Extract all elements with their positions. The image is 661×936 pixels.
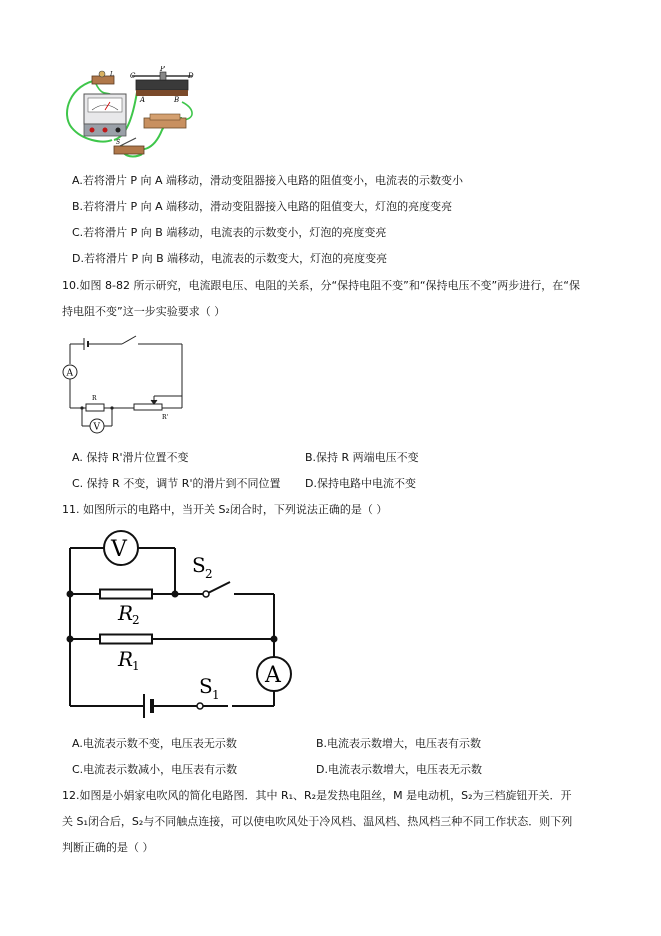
q10-stem-line2: 持电阻不变”这一步实验要求（ ） [62, 305, 226, 318]
label-C: C [130, 72, 136, 80]
label-D: D [188, 72, 194, 80]
q11-s2-label: S [192, 553, 206, 577]
q12-stem-line3: 判断正确的是（ ） [62, 841, 154, 854]
q10-voltmeter-label: V [93, 422, 100, 433]
q10-ammeter-label: A [66, 368, 73, 379]
q11-option-c: C.电流表示数减小，电压表有示数 [72, 763, 238, 776]
q11-r1-sub: 1 [132, 659, 140, 673]
q11-option-b: B.电流表示数增大，电压表有示数 [316, 737, 482, 750]
q11-s2-sub: 2 [205, 567, 213, 581]
q10-option-b: B.保持 R 两端电压不变 [305, 451, 419, 464]
q11-option-d: D.电流表示数增大，电压表无示数 [316, 763, 482, 776]
label-L: L [110, 71, 114, 78]
q11-r2-sub: 2 [132, 613, 140, 627]
q11-s1-label: S [199, 674, 213, 698]
q11-stem: 11. 如图所示的电路中，当开关 S₂闭合时，下列说法正确的是（ ） [62, 503, 388, 516]
q9-option-a: A.若将滑片 P 向 A 端移动，滑动变阻器接入电路的阻值变小，电流表的示数变小 [72, 174, 463, 187]
q9-option-b: B.若将滑片 P 向 A 端移动，滑动变阻器接入电路的阻值变大，灯泡的亮度变亮 [72, 200, 453, 213]
q9-apparatus-figure [62, 66, 212, 162]
label-S: S [116, 139, 121, 146]
q11-circuit-figure [66, 528, 298, 724]
q10-circuit-figure [58, 334, 190, 434]
q11-ammeter-label: A [265, 663, 281, 688]
q9-option-c: C.若将滑片 P 向 B 端移动，电流表的示数变小，灯泡的亮度变亮 [72, 226, 387, 239]
q10-stem-line1: 10.如图 8-82 所示研究，电流跟电压、电阻的关系，分“保持电阻不变”和“保持电压不变”两步进行，在“保 [62, 279, 580, 292]
q11-r1-label: R [118, 647, 134, 671]
label-B: B [174, 96, 180, 104]
q11-voltmeter-label: V [111, 537, 127, 562]
q10-option-d: D.保持电路中电流不变 [305, 477, 416, 490]
q10-rp-label: R' [162, 414, 169, 421]
label-A: A [140, 96, 146, 104]
q9-option-d: D.若将滑片 P 向 B 端移动，电流表的示数变大，灯泡的亮度变亮 [72, 252, 388, 265]
q10-option-c: C. 保持 R 不变，调节 R'的滑片到不同位置 [72, 477, 281, 490]
q10-option-a: A. 保持 R'滑片位置不变 [72, 451, 189, 464]
q11-r2-label: R [118, 601, 134, 625]
label-P: P [160, 66, 165, 73]
q12-stem-line2: 关 S₁闭合后，S₂与不同触点连接，可以使电吹风处于冷风档、温风档、热风档三种不同工作状态．则下列 [62, 815, 573, 828]
q11-option-a: A.电流表示数不变，电压表无示数 [72, 737, 237, 750]
q10-r-label: R [92, 395, 97, 402]
q11-s1-sub: 1 [212, 688, 220, 702]
q12-stem-line1: 12.如图是小娟家电吹风的简化电路图．其中 R₁、R₂是发热电阻丝，M 是电动机，S₂为三档旋钮开关．开 [62, 789, 572, 802]
